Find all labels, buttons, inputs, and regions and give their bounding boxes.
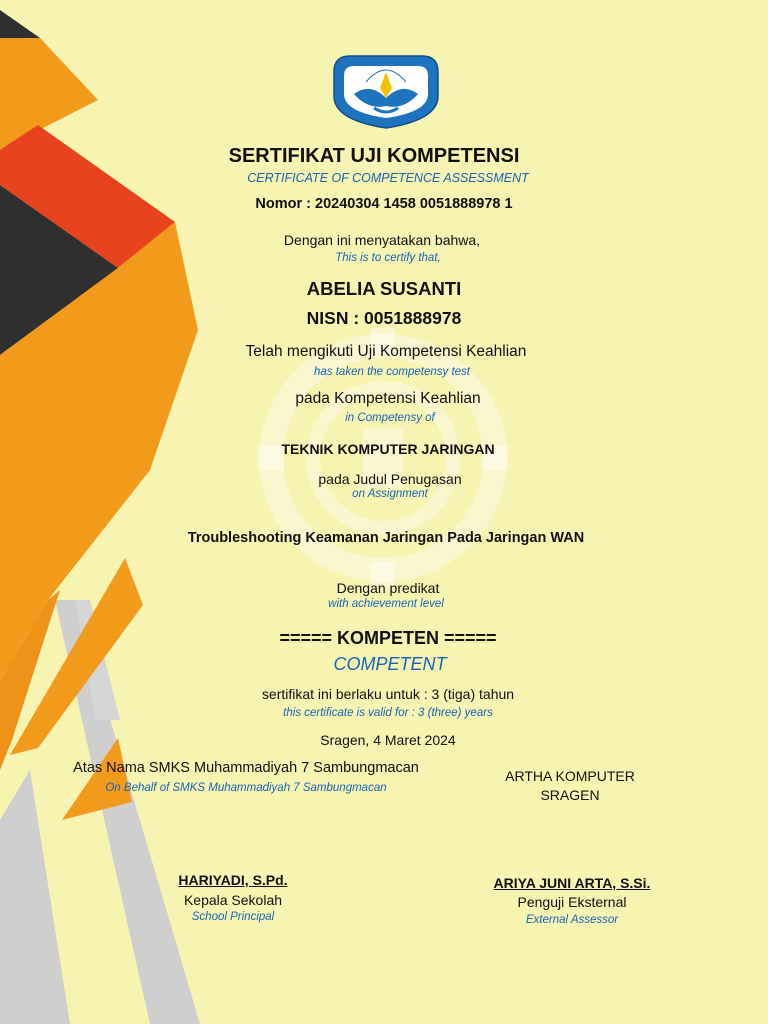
taken-text-en: has taken the competensy test [314,366,470,378]
certificate-title-en: CERTIFICATE OF COMPETENCE ASSESSMENT [247,171,529,185]
gray-band-shape [0,770,70,1024]
certificate-number: Nomor : 20240304 1458 0051888978 1 [255,196,513,212]
principal-role-en: School Principal [191,911,275,923]
intro-text: Dengan ini menyatakan bahwa, [283,232,481,248]
dark-top-shape [0,10,40,38]
recipient-name: ABELIA SUSANTI [306,278,462,299]
principal-name: HARIYADI, S.Pd. [178,872,288,888]
recipient-nisn: NISN : 0051888978 [306,308,462,328]
competency-label-en: in Competensy of [345,412,435,424]
grade-result: ===== KOMPETEN ===== [279,628,497,648]
certificate-title: SERTIFIKAT UJI KOMPETENSI [228,145,520,167]
assessor-role-en: External Assessor [525,914,619,926]
assignment-label-en: on Assignment [352,488,428,500]
external-org-line1: ARTHA KOMPUTER [505,768,635,784]
predicate-label: Dengan predikat [336,580,440,596]
school-behalf: Atas Nama SMKS Muhammadiyah 7 Sambungmacan [73,760,419,776]
predicate-label-en: with achievement level [328,598,444,610]
validity-text-en: this certificate is valid for : 3 (three) years [283,707,493,719]
external-org-line2: SRAGEN [540,787,600,803]
external-organization [460,767,680,805]
validity-text: sertifikat ini berlaku untuk : 3 (tiga) tahun [261,686,515,702]
taken-text: Telah mengikuti Uji Kompetensi Keahlian [245,343,527,360]
assignment-title: Troubleshooting Keamanan Jaringan Pada Jaringan WAN [187,530,585,546]
intro-text-en: This is to certify that, [335,252,441,264]
place-date: Sragen, 4 Maret 2024 [320,732,456,748]
school-behalf-en: On Behalf of SMKS Muhammadiyah 7 Sambungmacan [105,782,387,794]
competency-label: pada Kompetensi Keahlian [295,390,481,407]
tut-wuri-handayani-logo [330,52,442,130]
assessor-role: Penguji Eksternal [517,894,627,910]
assessor-name: ARIYA JUNI ARTA, S.Si. [493,875,651,891]
grade-result-en: COMPETENT [333,654,447,674]
assignment-label: pada Judul Penugasan [318,471,462,487]
principal-role: Kepala Sekolah [183,892,283,908]
competency-program: TEKNIK KOMPUTER JARINGAN [281,441,495,457]
